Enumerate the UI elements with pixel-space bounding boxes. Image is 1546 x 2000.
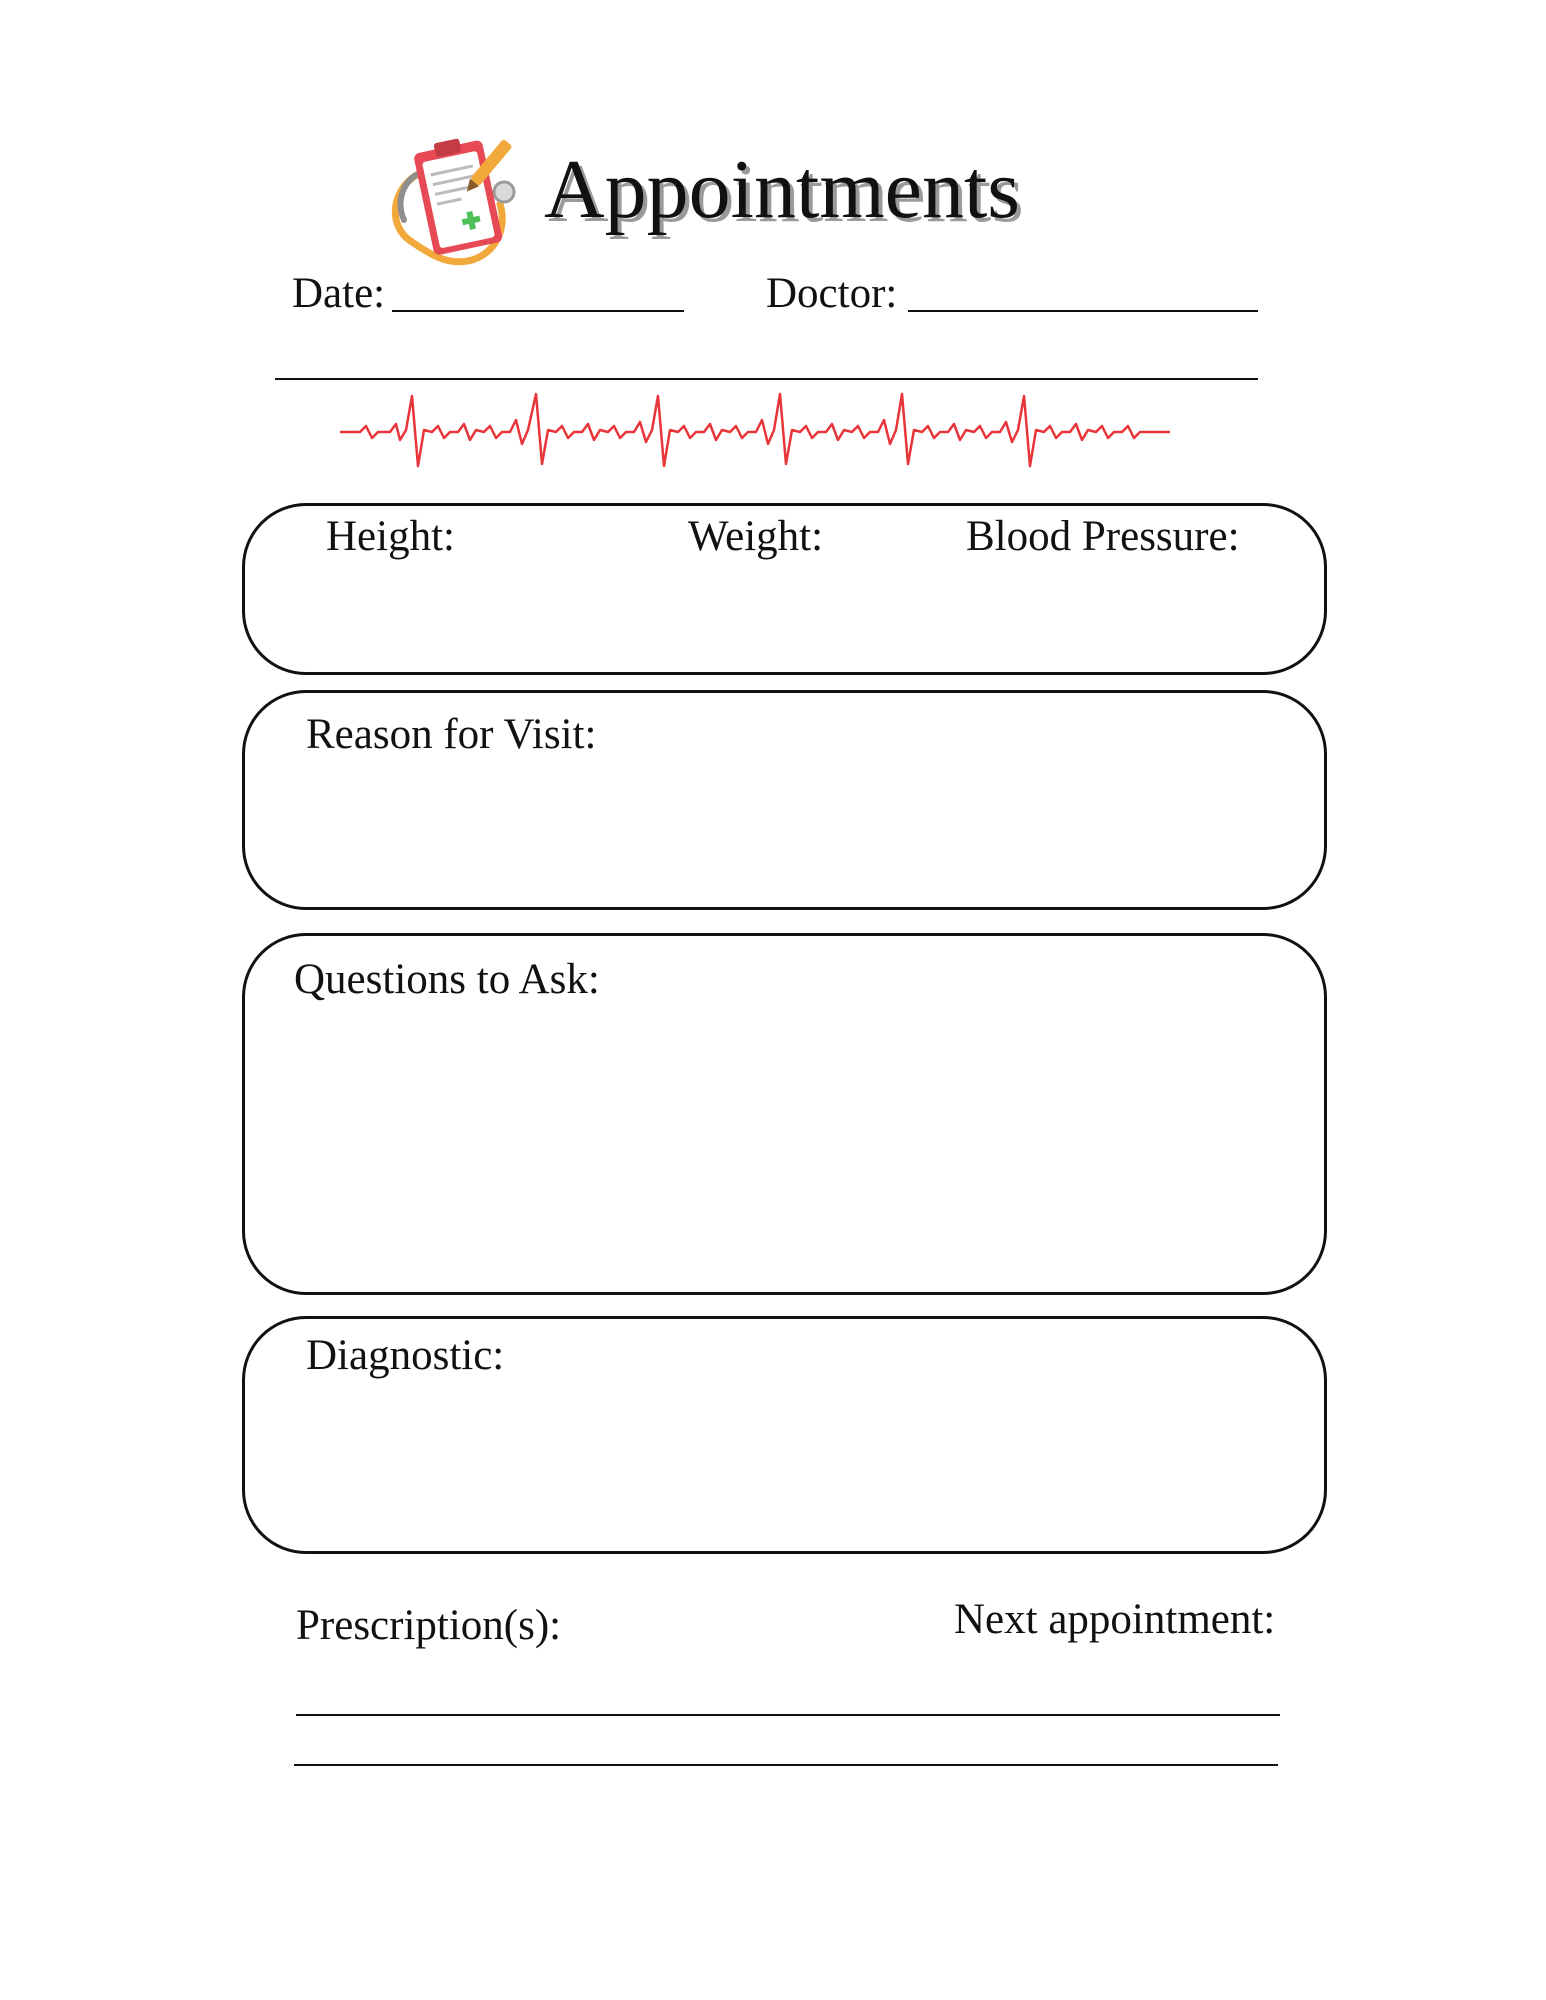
heartbeat-line-icon	[340, 390, 1170, 470]
separator-line	[275, 378, 1258, 380]
date-label: Date:	[292, 270, 386, 317]
weight-label: Weight:	[688, 513, 824, 560]
questions-label: Questions to Ask:	[294, 956, 600, 1003]
medical-clipboard-stethoscope-icon	[382, 132, 522, 272]
blood-pressure-label: Blood Pressure:	[966, 513, 1240, 560]
prescription-line-1[interactable]	[296, 1714, 1280, 1716]
date-line[interactable]	[392, 310, 684, 312]
doctor-label: Doctor:	[766, 270, 898, 317]
prescription-line-2[interactable]	[294, 1764, 1278, 1766]
reason-for-visit-label: Reason for Visit:	[306, 711, 597, 758]
doctor-line[interactable]	[908, 310, 1258, 312]
prescriptions-label: Prescription(s):	[296, 1602, 562, 1649]
height-label: Height:	[326, 513, 455, 560]
page-title: Appointments	[544, 143, 1020, 236]
next-appointment-label: Next appointment:	[954, 1596, 1276, 1643]
diagnostic-label: Diagnostic:	[306, 1332, 505, 1379]
